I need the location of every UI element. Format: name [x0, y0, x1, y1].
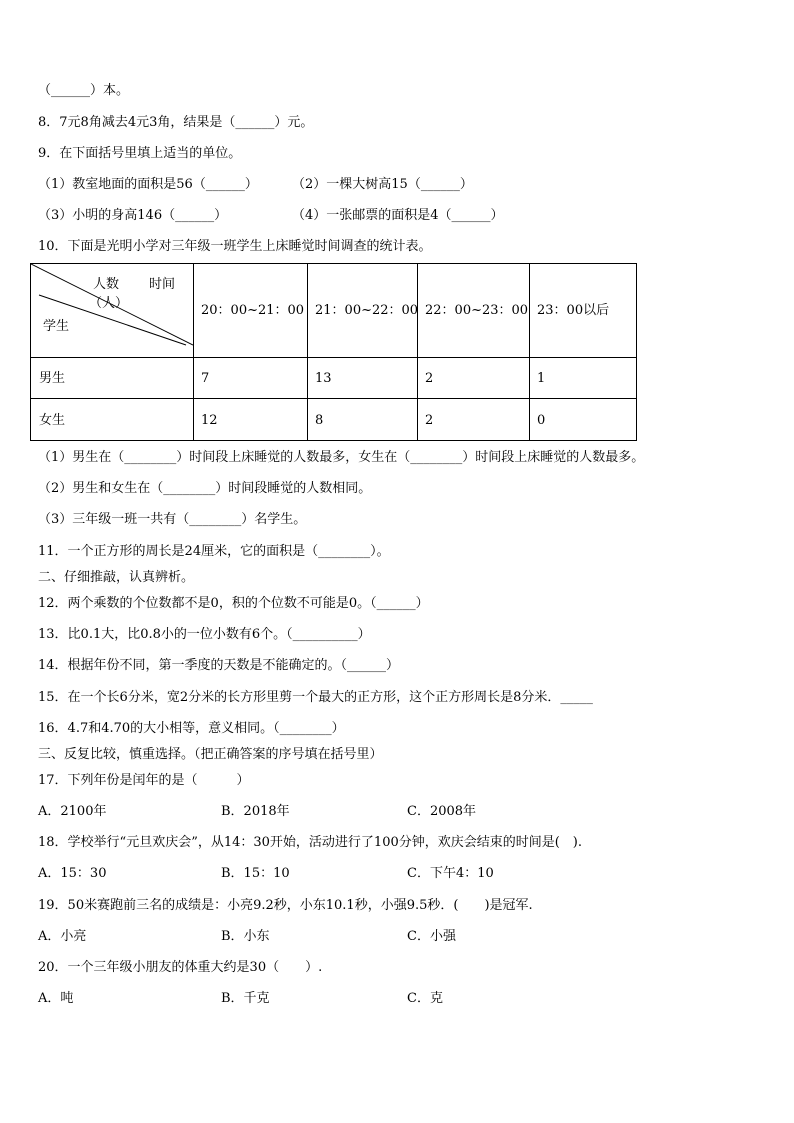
survey-table: [30, 263, 637, 441]
question-10-2: （2）男生和女生在（________）时间段睡觉的人数相同。: [38, 481, 372, 496]
question-15: 15．在一个长6分米，宽2分米的长方形里剪一个最大的正方形，这个正方形周长是8分米．_____: [38, 690, 593, 705]
row-label-boys: 男生: [39, 371, 66, 386]
question-9-2: （2）一棵大树高15（______）: [292, 177, 473, 192]
question-13: 13．比0.1大，比0.8小的一位小数有6个。（__________）: [38, 627, 371, 642]
column-header: 20：00~21：00: [201, 303, 305, 318]
option-b: B．15：10: [221, 866, 290, 881]
header-student: 学生: [43, 319, 70, 334]
question-16: 16．4.7和4.70的大小相等，意义相同。（________）: [38, 721, 345, 736]
question-17: 17．下列年份是闰年的是（ ）: [38, 773, 250, 788]
table-cell: 12: [201, 413, 218, 428]
table-cell: 0: [537, 413, 546, 428]
section-2-heading: 二、仔细推敲，认真辨析。: [38, 570, 195, 585]
line-book-blank: （______）本。: [38, 83, 130, 98]
header-time: 时间: [149, 277, 176, 292]
column-header: 21：00~22：00: [315, 303, 419, 318]
question-10-1: （1）男生在（________）时间段上床睡觉的人数最多，女生在（________）时间段上床睡觉的人数最多。: [38, 450, 645, 465]
question-9: 9．在下面括号里填上适当的单位。: [38, 146, 242, 161]
option-c: C．2008年: [407, 804, 477, 819]
question-18: 18．学校举行“元旦欢庆会”，从14：30开始，活动进行了100分钟，欢庆会结束的时间是( ).: [38, 835, 583, 850]
option-c: C．克: [407, 991, 443, 1006]
question-10: 10．下面是光明小学对三年级一班学生上床睡觉时间调查的统计表。: [38, 239, 432, 254]
question-8: 8．7元8角减去4元3角，结果是（______）元。: [38, 115, 314, 130]
section-3-heading: 三、反复比较，慎重选择。（把正确答案的序号填在括号里）: [38, 747, 383, 762]
question-20: 20．一个三年级小朋友的体重大约是30（ ）.: [38, 960, 323, 975]
option-b: B．千克: [221, 991, 270, 1006]
header-people: 人数: [93, 277, 120, 292]
question-12: 12．两个乘数的个位数都不是0，积的个位数不可能是0。（______）: [38, 596, 429, 611]
question-9-4: （4）一张邮票的面积是4（______）: [292, 208, 504, 223]
question-10-3: （3）三年级一班一共有（________）名学生。: [38, 512, 307, 527]
table-cell: 13: [315, 371, 332, 386]
question-14: 14．根据年份不同，第一季度的天数是不能确定的。（______）: [38, 658, 400, 673]
table-cell: 8: [315, 413, 324, 428]
column-header: 22：00~23：00: [425, 303, 529, 318]
table-cell: 7: [201, 371, 210, 386]
option-a: A．15：30: [38, 866, 107, 881]
column-header: 23：00以后: [537, 303, 610, 318]
option-a: A．吨: [38, 991, 74, 1006]
question-11: 11．一个正方形的周长是24厘米，它的面积是（________）。: [38, 544, 390, 559]
question-9-3: （3）小明的身高146（______）: [38, 208, 228, 223]
option-a: A．2100年: [38, 804, 107, 819]
option-b: B．小东: [221, 929, 270, 944]
question-19: 19．50米赛跑前三名的成绩是：小亮9.2秒，小东10.1秒，小强9.5秒．( )是冠军.: [38, 898, 533, 913]
table-cell: 2: [425, 371, 434, 386]
row-label-girls: 女生: [39, 413, 66, 428]
table-cell: 2: [425, 413, 434, 428]
table-cell: 1: [537, 371, 546, 386]
question-9-1: （1）教室地面的面积是56（______）: [38, 177, 258, 192]
option-c: C．小强: [407, 929, 456, 944]
option-a: A．小亮: [38, 929, 87, 944]
header-unit: （人）: [89, 296, 129, 311]
option-b: B．2018年: [221, 804, 290, 819]
option-c: C．下午4：10: [407, 866, 494, 881]
